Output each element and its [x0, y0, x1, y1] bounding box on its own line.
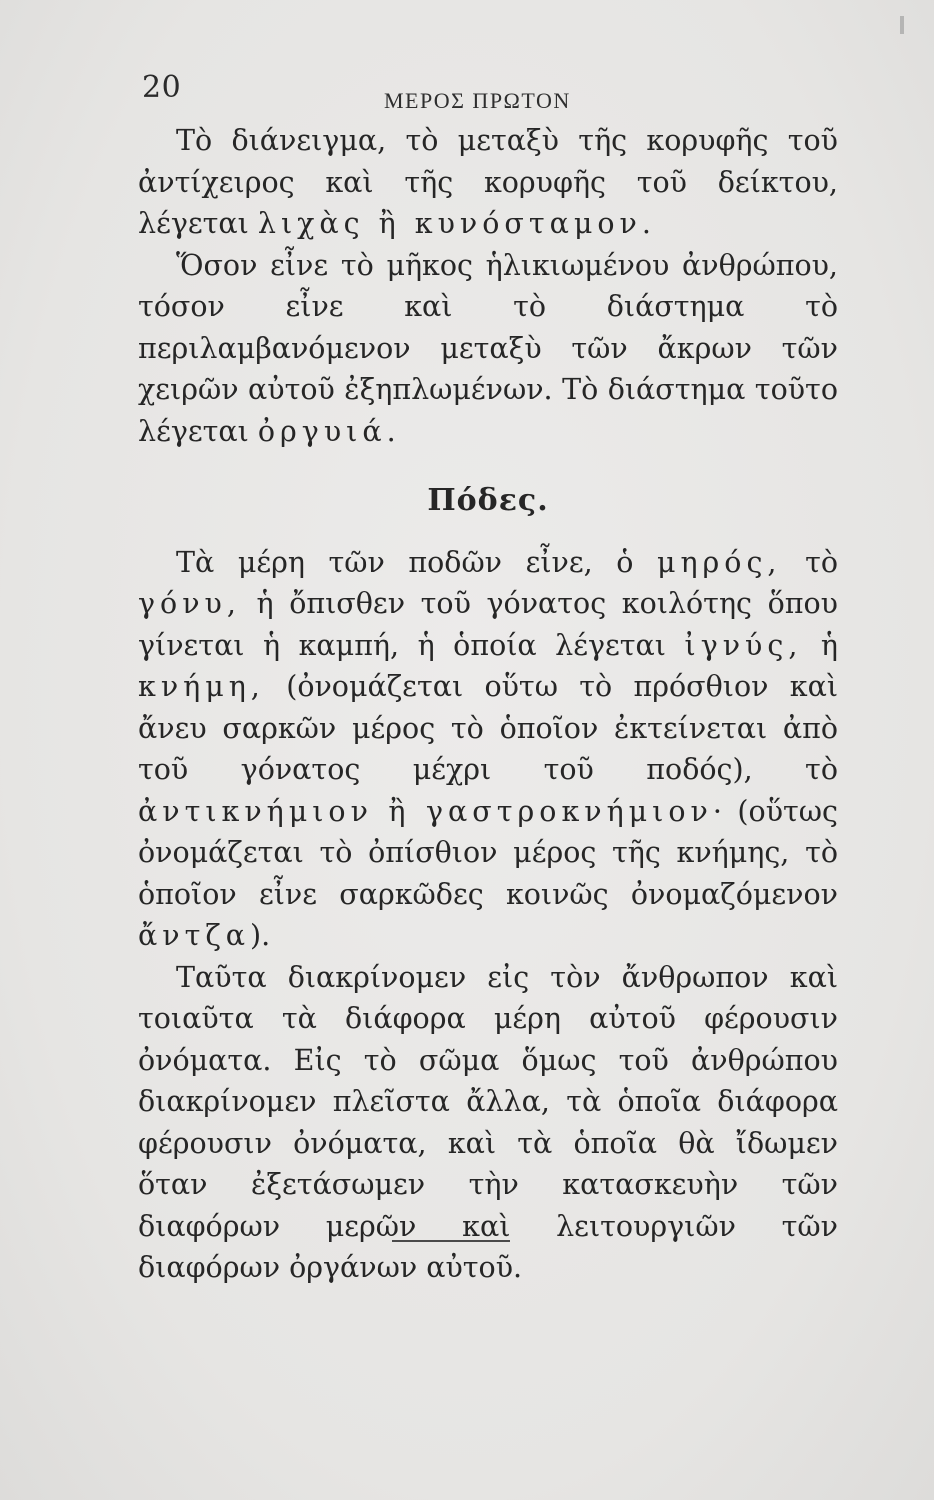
end-rule [392, 1240, 510, 1242]
term-lichas: λιχὰς ἢ κυνόσταμον. [257, 207, 656, 240]
running-title: ΜΕΡΟΣ ΠΡΩΤΟΝ [384, 88, 571, 113]
paragraph-2 [138, 245, 838, 453]
paragraph-3-text-f: (οὕτως ὀνομάζεται τὸ ὀπίσθιον μέρος τῆς κνήμης, τὸ ὁποῖον εἶνε σαρκῶδες κοινῶς ὀνομαζόμενον [138, 794, 839, 911]
term-antza: ἄντζα [138, 919, 251, 952]
page-number: 20 [142, 70, 182, 105]
term-miros: μηρός, [656, 545, 782, 579]
paragraph-3-text-d: ἡ [802, 628, 839, 662]
paragraph-4: Ταῦτα διακρίνομεν εἰς τὸν ἄνθρωπον καὶ τοιαῦτα τὰ διάφορα μέρη αὐτοῦ φέρουσιν ὀνόματα. Εἰς τὸ σῶμα ὅμως τοῦ ἀνθρώπου διακρίνομεν πλεῖστα ἄλλα, τὰ ὁποῖα διάφορα φέρουσιν ὀνόματα, καὶ τὰ ὁποῖα θὰ ἴδωμεν ὅταν ἐξετάσωμεν τὴν κατασκευὴν τῶν διαφόρων μερῶν καὶ λειτουργιῶν τῶν διαφόρων ὀργάνων αὐτοῦ. [138, 960, 838, 1284]
running-head [0, 66, 934, 126]
term-orgyia: ὀργυιά. [257, 414, 401, 448]
term-knimi: κνήμη, [138, 670, 265, 703]
paragraph-3-text-e: (ὀνομάζεται οὕτω τὸ πρόσθιον καὶ ἄνευ σαρκῶν μέρος τὸ ὁποῖον ἐκτείνεται ἀπὸ τοῦ γόνατος μέχρι τοῦ ποδός), τὸ [138, 670, 838, 786]
paragraph-1 [138, 120, 838, 245]
body-text [138, 120, 838, 1289]
paragraph-3 [138, 542, 838, 957]
paragraph-3-text-a: Τὰ μέρη τῶν ποδῶν εἶνε, ὁ [176, 545, 657, 579]
paragraph-2-text: Ὅσον εἶνε τὸ μῆκος ἡλικιωμένου ἀνθρώπου, τόσον εἶνε καὶ τὸ διάστημα τὸ περιλαμβανόμενον μεταξὺ τῶν ἄκρων τῶν χειρῶν αὐτοῦ ἐξηπλωμένων. Τὸ διάστημα τοῦτο λέγεται [138, 248, 838, 448]
term-gony: γόνυ, [138, 587, 241, 620]
section-heading: Πόδες. [427, 483, 549, 518]
paragraph-1-text: Τὸ διάνειγμα, τὸ μεταξὺ τῆς κορυφῆς τοῦ ἀντίχειρος καὶ τῆς κορυφῆς τοῦ δείκτου, λέγεται [138, 124, 838, 240]
paragraph-3-text-g: ). [250, 919, 271, 952]
paragraph-3-text-c: ἡ ὄπισθεν τοῦ γόνατος κοιλότης ὅπου γίνεται ἡ καμπή, ἡ ὁποία λέγεται [138, 587, 838, 662]
term-antiknimion: ἀντικνήμιον ἢ γαστροκνήμιον· [138, 794, 727, 828]
paragraph-3-text-b: τὸ [781, 545, 838, 579]
paper-speck [900, 16, 904, 34]
term-ignys: ἰγνύς, [684, 628, 803, 662]
